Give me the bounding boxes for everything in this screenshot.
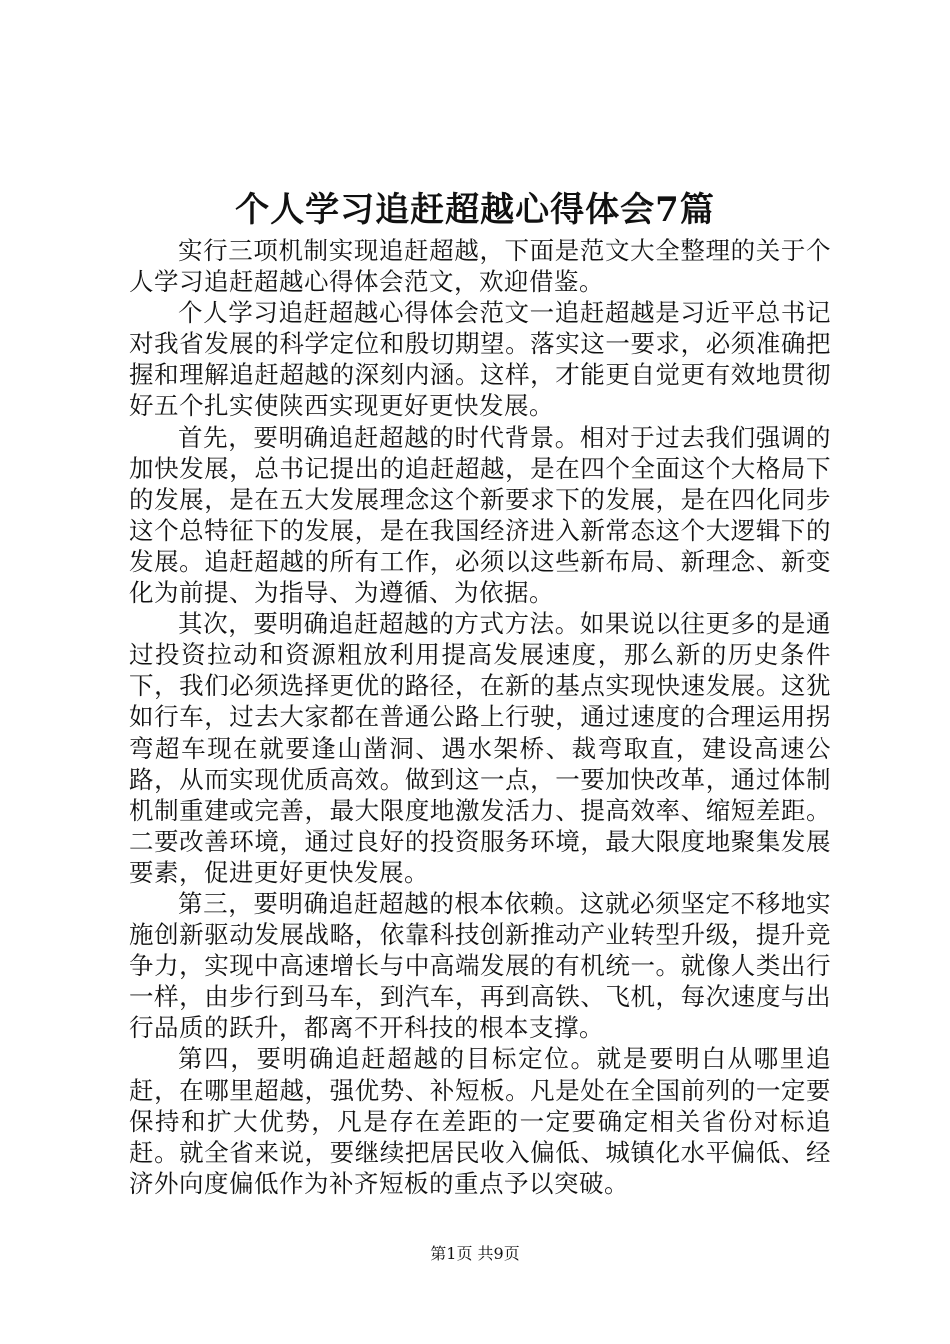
document-body bbox=[129, 235, 831, 1199]
document-title: 个人学习追赶超越心得体会7篇 bbox=[235, 190, 715, 230]
paragraph-essay-one: 个人学习追赶超越心得体会范文一追赶超越是习近平总书记对我省发展的科学定位和殷切期望。落实这一要求，必须准确把握和理解追赶超越的深刻内涵。这样，才能更自觉更有效地贯彻好五个扎实使陕西实现更好更快发展。 bbox=[129, 298, 831, 421]
page-number-footer: 第1页 共9页 bbox=[430, 1244, 520, 1263]
paragraph-first-point: 首先，要明确追赶超越的时代背景。相对于过去我们强调的加快发展，总书记提出的追赶超越，是在四个全面这个大格局下的发展，是在五大发展理念这个新要求下的发展，是在四化同步这个总特征下的发展，是在我国经济进入新常态这个大逻辑下的发展。追赶超越的所有工作，必须以这些新布局、新理念、新变化为前提、为指导、为遵循、为依据。 bbox=[129, 422, 831, 608]
paragraph-third-point: 第三，要明确追赶超越的根本依赖。这就必须坚定不移地实施创新驱动发展战略，依靠科技创新推动产业转型升级，提升竞争力，实现中高速增长与中高端发展的有机统一。就像人类出行一样，由步行到马车，到汽车，再到高铁、飞机，每次速度与出行品质的跃升，都离不开科技的根本支撑。 bbox=[129, 888, 831, 1043]
paragraph-fourth-point: 第四，要明确追赶超越的目标定位。就是要明白从哪里追赶，在哪里超越，强优势、补短板。凡是处在全国前列的一定要保持和扩大优势，凡是存在差距的一定要确定相关省份对标追赶。就全省来说，要继续把居民收入偏低、城镇化水平偏低、经济外向度偏低作为补齐短板的重点予以突破。 bbox=[129, 1044, 831, 1198]
paragraph-second-point: 其次，要明确追赶超越的方式方法。如果说以往更多的是通过投资拉动和资源粗放利用提高发展速度，那么新的历史条件下，我们必须选择更优的路径，在新的基点实现快速发展。这犹如行车，过去大家都在普通公路上行驶，通过速度的合理运用拐弯超车现在就要逢山凿洞、遇水架桥、裁弯取直，建设高速公路，从而实现优质高效。做到这一点，一要加快改革，通过体制机制重建或完善，最大限度地激发活力、提高效率、缩短差距。二要改善环境，通过良好的投资服务环境，最大限度地聚集发展要素，促进更好更快发展。 bbox=[129, 609, 831, 887]
paragraph-intro: 实行三项机制实现追赶超越，下面是范文大全整理的关于个人学习追赶超越心得体会范文，欢迎借鉴。 bbox=[129, 236, 831, 297]
